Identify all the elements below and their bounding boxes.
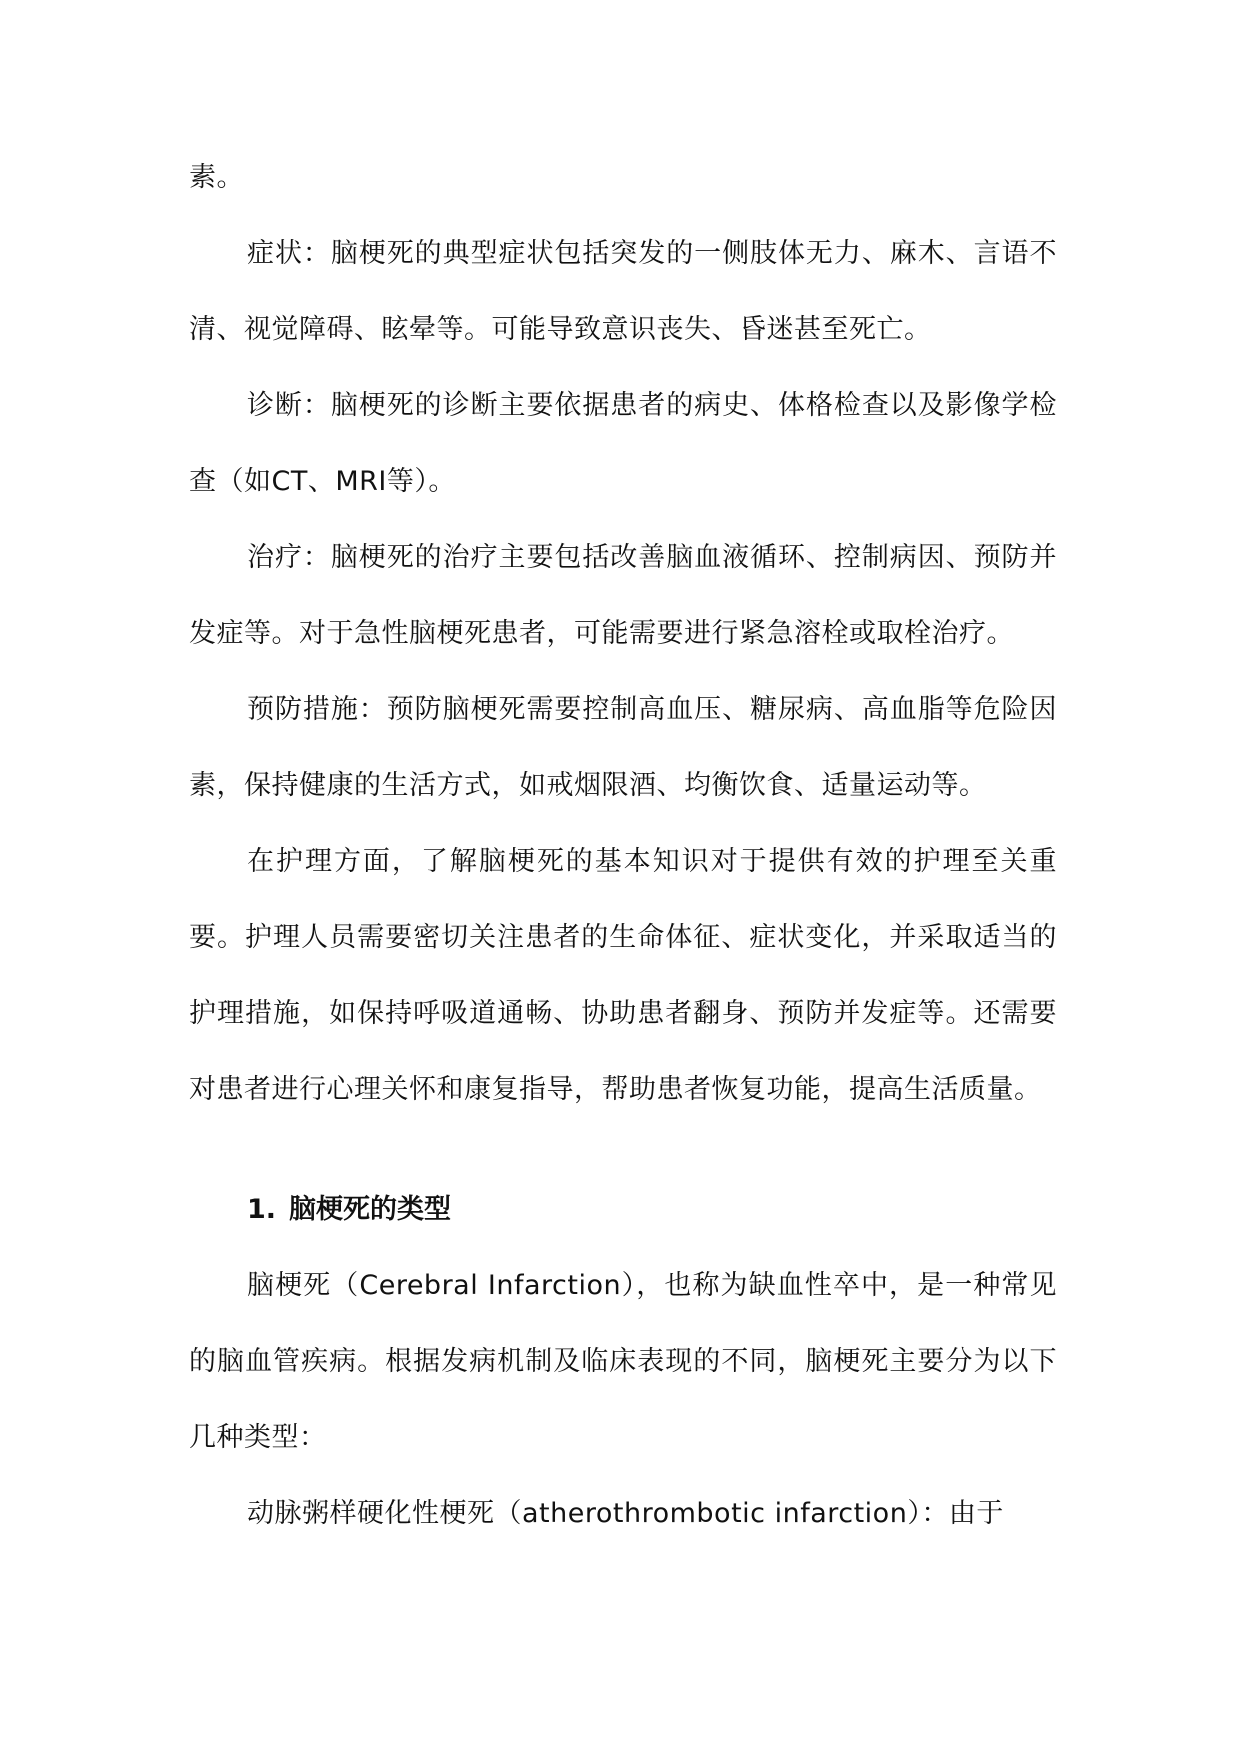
section-title: 脑梗死的类型 [289, 1194, 451, 1225]
section-number: 1. [247, 1194, 277, 1225]
paragraph-atherothrombotic: 动脉粥样硬化性梗死（atherothrombotic infarction）：由于 [247, 1498, 1004, 1529]
paragraph-treatment: 治疗：脑梗死的治疗主要包括改善脑血液循环、控制病因、预防并发症等。对于急性脑梗死患者，可能需要进行紧急溶栓或取栓治疗。 [189, 542, 1057, 649]
paragraph-diagnosis: 诊断：脑梗死的诊断主要依据患者的病史、体格检查以及影像学检查（如CT、MRI等）。 [189, 390, 1057, 497]
section-spacer [189, 1128, 1057, 1172]
document-page [189, 140, 1057, 1552]
paragraph-nursing: 在护理方面，了解脑梗死的基本知识对于提供有效的护理至关重要。护理人员需要密切关注患者的生命体征、症状变化，并采取适当的护理措施，如保持呼吸道通畅、协助患者翻身、预防并发症等。还需要对患者进行心理关怀和康复指导，帮助患者恢复功能，提高生活质量。 [189, 846, 1057, 1105]
paragraph-symptoms: 症状：脑梗死的典型症状包括突发的一侧肢体无力、麻木、言语不清、视觉障碍、眩晕等。可能导致意识丧失、昏迷甚至死亡。 [189, 238, 1057, 345]
paragraph-intro: 脑梗死（Cerebral Infarction），也称为缺血性卒中，是一种常见的脑血管疾病。根据发病机制及临床表现的不同，脑梗死主要分为以下几种类型： [189, 1270, 1057, 1453]
paragraph-continuation: 素。 [189, 162, 244, 193]
paragraph-prevention: 预防措施：预防脑梗死需要控制高血压、糖尿病、高血脂等危险因素，保持健康的生活方式，如戒烟限酒、均衡饮食、适量运动等。 [189, 694, 1057, 801]
section-heading [189, 1172, 1057, 1248]
